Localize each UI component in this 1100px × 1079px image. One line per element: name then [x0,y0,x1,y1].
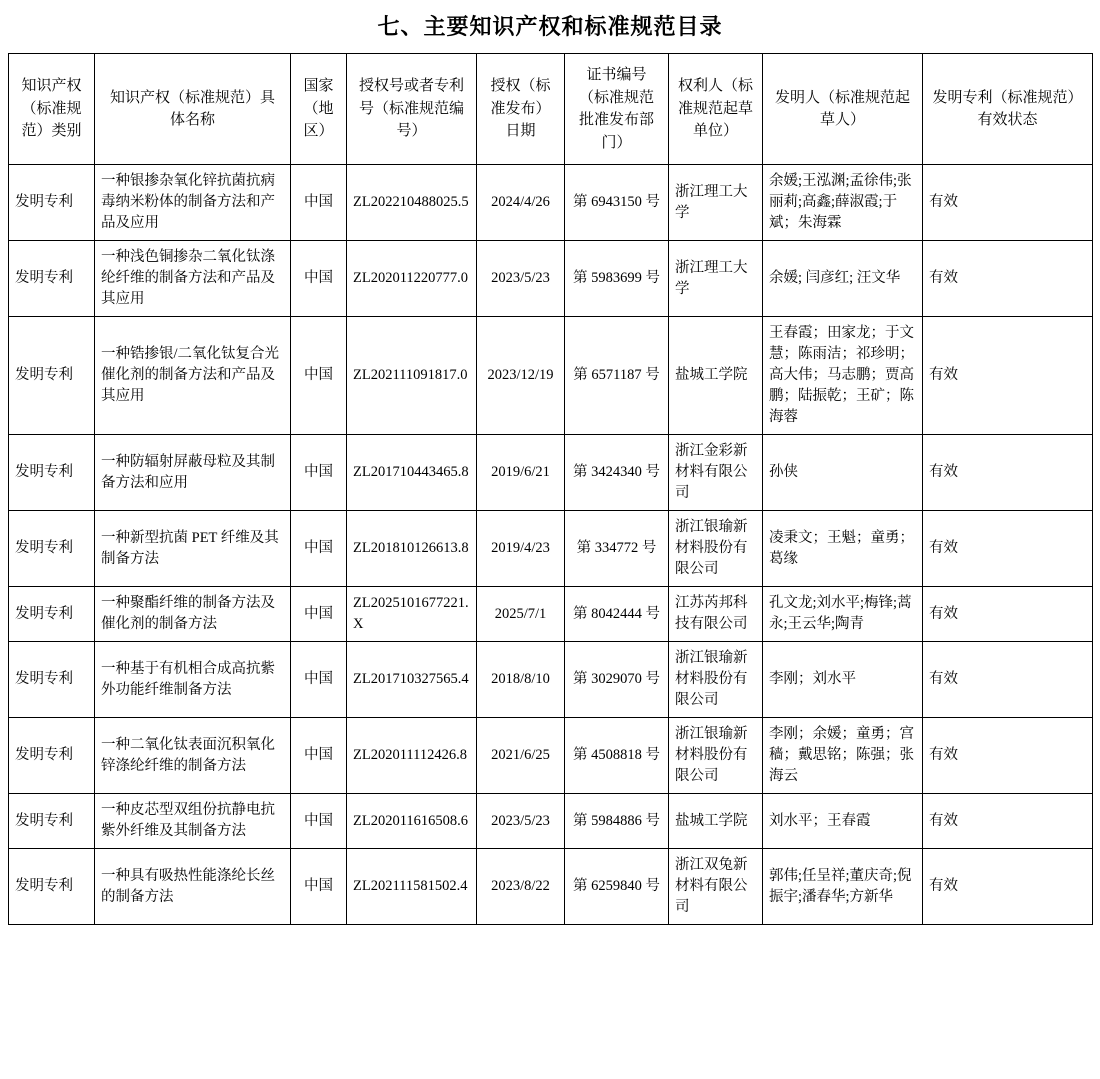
cell-category: 发明专利 [9,435,95,511]
table-row [9,165,1093,241]
cell-certificate-number: 第 6571187 号 [565,317,669,435]
cell-name: 一种皮芯型双组份抗静电抗紫外纤维及其制备方法 [95,794,291,849]
cell-grant-date: 2023/5/23 [477,794,565,849]
cell-owner: 盐城工学院 [669,794,763,849]
cell-certificate-number: 第 3029070 号 [565,642,669,718]
cell-patent-number: ZL201710443465.8 [347,435,477,511]
intellectual-property-table [8,53,1093,925]
column-header-patent-number: 授权号或者专利号（标准规范编号） [347,54,477,165]
cell-name: 一种具有吸热性能涤纶长丝的制备方法 [95,849,291,925]
column-header-country: 国家（地区） [291,54,347,165]
cell-country: 中国 [291,435,347,511]
cell-inventors: 李刚；刘水平 [763,642,923,718]
cell-category: 发明专利 [9,241,95,317]
cell-status: 有效 [923,435,1093,511]
cell-certificate-number: 第 4508818 号 [565,718,669,794]
cell-inventors: 孔文龙;刘水平;梅锋;蒿永;王云华;陶青 [763,587,923,642]
cell-country: 中国 [291,511,347,587]
cell-status: 有效 [923,317,1093,435]
cell-certificate-number: 第 3424340 号 [565,435,669,511]
cell-name: 一种二氧化钛表面沉积氧化锌涤纶纤维的制备方法 [95,718,291,794]
cell-name: 一种银掺杂氧化锌抗菌抗病毒纳米粉体的制备方法和产品及应用 [95,165,291,241]
cell-name: 一种锆掺银/二氧化钛复合光催化剂的制备方法和产品及其应用 [95,317,291,435]
cell-country: 中国 [291,587,347,642]
cell-grant-date: 2023/12/19 [477,317,565,435]
cell-owner: 浙江理工大学 [669,241,763,317]
cell-category: 发明专利 [9,849,95,925]
column-header-inventors: 发明人（标准规范起草人） [763,54,923,165]
cell-category: 发明专利 [9,794,95,849]
cell-certificate-number: 第 6259840 号 [565,849,669,925]
table-header [9,54,1093,165]
cell-country: 中国 [291,849,347,925]
cell-country: 中国 [291,241,347,317]
cell-patent-number: ZL2025101677221.X [347,587,477,642]
table-row [9,435,1093,511]
cell-name: 一种新型抗菌 PET 纤维及其制备方法 [95,511,291,587]
cell-status: 有效 [923,241,1093,317]
cell-grant-date: 2021/6/25 [477,718,565,794]
table-row [9,511,1093,587]
cell-category: 发明专利 [9,642,95,718]
column-header-owner: 权利人（标准规范起草单位） [669,54,763,165]
cell-inventors: 李刚；余媛；童勇；宫穑；戴思铭；陈强；张海云 [763,718,923,794]
cell-patent-number: ZL201710327565.4 [347,642,477,718]
cell-certificate-number: 第 5984886 号 [565,794,669,849]
cell-category: 发明专利 [9,718,95,794]
cell-certificate-number: 第 6943150 号 [565,165,669,241]
cell-certificate-number: 第 5983699 号 [565,241,669,317]
cell-category: 发明专利 [9,511,95,587]
cell-inventors: 刘水平；王春霞 [763,794,923,849]
cell-certificate-number: 第 8042444 号 [565,587,669,642]
cell-patent-number: ZL202011112426.8 [347,718,477,794]
cell-status: 有效 [923,587,1093,642]
column-header-grant-date: 授权（标准发布）日期 [477,54,565,165]
cell-patent-number: ZL202011220777.0 [347,241,477,317]
cell-category: 发明专利 [9,165,95,241]
cell-grant-date: 2019/4/23 [477,511,565,587]
cell-grant-date: 2023/8/22 [477,849,565,925]
table-row [9,794,1093,849]
cell-grant-date: 2019/6/21 [477,435,565,511]
cell-owner: 盐城工学院 [669,317,763,435]
cell-category: 发明专利 [9,587,95,642]
cell-country: 中国 [291,165,347,241]
cell-status: 有效 [923,849,1093,925]
cell-name: 一种基于有机相合成高抗紫外功能纤维制备方法 [95,642,291,718]
table-row [9,642,1093,718]
table-header-row [9,54,1093,165]
cell-inventors: 郭伟;任呈祥;董庆奇;倪振宇;潘春华;方新华 [763,849,923,925]
table-body [9,165,1093,925]
cell-owner: 浙江银瑜新材料股份有限公司 [669,718,763,794]
column-header-status: 发明专利（标准规范）有效状态 [923,54,1093,165]
cell-country: 中国 [291,794,347,849]
table-row [9,317,1093,435]
cell-inventors: 孙侠 [763,435,923,511]
cell-category: 发明专利 [9,317,95,435]
cell-owner: 浙江银瑜新材料股份有限公司 [669,642,763,718]
cell-inventors: 余媛; 闫彦红; 汪文华 [763,241,923,317]
cell-inventors: 余媛;王泓渊;孟徐伟;张丽莉;高鑫;薛淑霞;于斌；朱海霖 [763,165,923,241]
cell-status: 有效 [923,794,1093,849]
column-header-name: 知识产权（标准规范）具体名称 [95,54,291,165]
table-row [9,849,1093,925]
cell-name: 一种聚酯纤维的制备方法及催化剂的制备方法 [95,587,291,642]
cell-owner: 浙江双兔新材料有限公司 [669,849,763,925]
cell-status: 有效 [923,165,1093,241]
cell-grant-date: 2023/5/23 [477,241,565,317]
cell-status: 有效 [923,511,1093,587]
table-row [9,587,1093,642]
cell-patent-number: ZL202111581502.4 [347,849,477,925]
cell-owner: 浙江金彩新材料有限公司 [669,435,763,511]
table-row [9,241,1093,317]
cell-name: 一种防辐射屏蔽母粒及其制备方法和应用 [95,435,291,511]
cell-country: 中国 [291,317,347,435]
cell-certificate-number: 第 334772 号 [565,511,669,587]
cell-owner: 浙江银瑜新材料股份有限公司 [669,511,763,587]
cell-grant-date: 2018/8/10 [477,642,565,718]
cell-patent-number: ZL202210488025.5 [347,165,477,241]
table-row [9,718,1093,794]
cell-inventors: 王春霞；田家龙；于文慧；陈雨洁；祁珍明；高大伟；马志鹏；贾高鹏；陆振乾；王矿；陈海蓉 [763,317,923,435]
cell-inventors: 凌秉文；王魁；童勇；葛缘 [763,511,923,587]
cell-patent-number: ZL202111091817.0 [347,317,477,435]
column-header-certificate-number: 证书编号（标准规范批准发布部门） [565,54,669,165]
column-header-category: 知识产权（标准规范）类别 [9,54,95,165]
cell-name: 一种浅色铜掺杂二氧化钛涤纶纤维的制备方法和产品及其应用 [95,241,291,317]
cell-patent-number: ZL201810126613.8 [347,511,477,587]
cell-owner: 浙江理工大学 [669,165,763,241]
cell-patent-number: ZL202011616508.6 [347,794,477,849]
cell-status: 有效 [923,642,1093,718]
cell-country: 中国 [291,718,347,794]
cell-grant-date: 2024/4/26 [477,165,565,241]
cell-status: 有效 [923,718,1093,794]
cell-grant-date: 2025/7/1 [477,587,565,642]
cell-country: 中国 [291,642,347,718]
cell-owner: 江苏芮邦科技有限公司 [669,587,763,642]
page-title: 七、主要知识产权和标准规范目录 [377,14,723,39]
